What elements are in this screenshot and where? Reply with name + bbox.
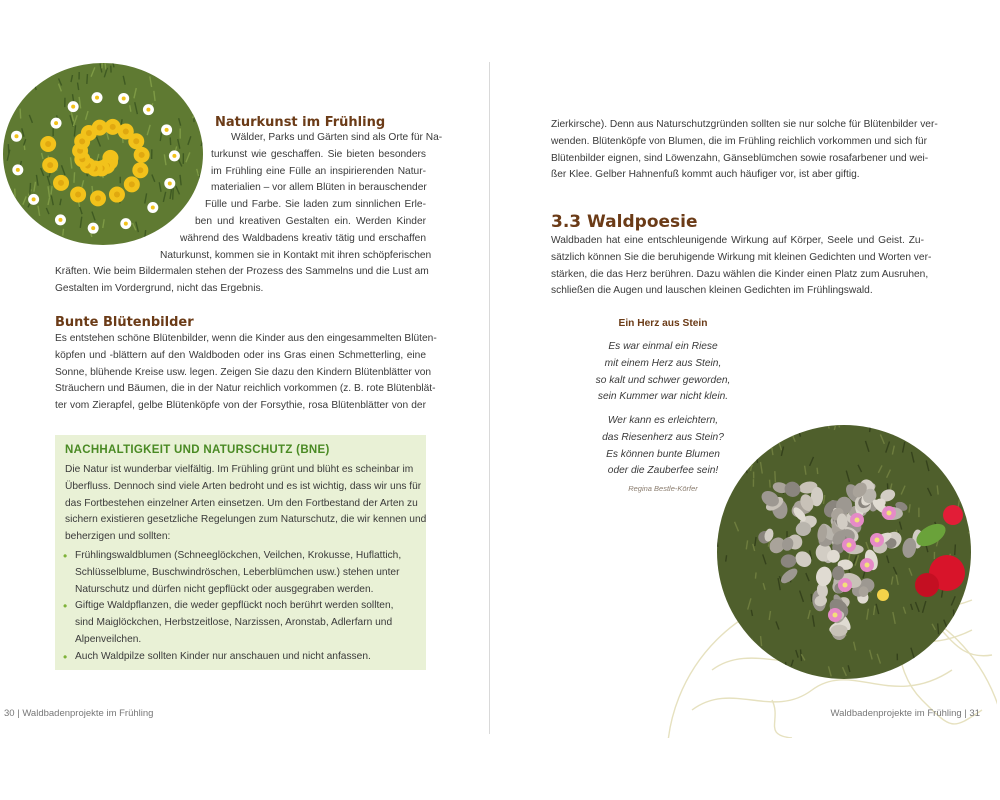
bne-list xyxy=(63,548,415,666)
bullet-icon: • xyxy=(63,599,68,614)
continued-text: Zierkirsche). Denn aus Naturschutzgründen sollten sie nur solche für Blütenbilder ver- wenden. Blütenköpfe von Blumen, die im Frühling reichlich vorkommen und sich für Blütenbilder eignen, sind Löwenzahn, Gänseblümchen sowie rosafarbener und wei- ßer Klee. Gelber Hahnenfuß kommt auch häufiger vor, ist aber giftig. xyxy=(551,119,938,181)
list-item: • Auch Waldpilze sollten Kinder nur anschauen und nicht anfassen. xyxy=(63,649,371,664)
poem-stanza-1: Es war einmal ein Riese mit einem Herz aus Stein, so kalt und schwer geworden, sein Kummer war nicht klein. xyxy=(595,341,731,403)
left-page xyxy=(0,0,490,800)
section-heading-naturkunst: Naturkunst im Frühling xyxy=(215,115,386,130)
section-heading-bluetenbilder: Bunte Blütenbilder xyxy=(55,315,194,330)
list-item: • Frühlingswaldblumen (Schneeglöckchen, Veilchen, Krokusse, Huflattich, Schlüsselblume, Buschwindröschen, Leberblümchen usw.) stehen unter Naturschutz und dürfen nicht gepflückt oder ausgegraben werden. xyxy=(63,549,402,595)
bne-intro: Die Natur ist wunderbar vielfältig. Im Frühling grünt und blüht es scheinbar im Überfluss. Dennoch sind viele Arten bedroht und es ist wichtig, dass wir uns für das Fortbestehen einzelner Arten einsetzen. Um den Fortbestand der Arten zu sichern existieren gesetzliche Regelungen zum Naturschutz, die wir kennen und beherzigen und sollten: xyxy=(65,464,427,543)
poem-title: Ein Herz aus Stein xyxy=(618,318,708,329)
bne-title: NACHHALTIGKEIT UND NATURSCHUTZ (BNE) xyxy=(65,444,330,456)
poem-author: Regina Bestle-Körfer xyxy=(628,484,698,493)
naturkunst-text: Wälder, Parks und Gärten sind als Orte für Na- turkunst wie geschaffen. Sie bieten besonders im Frühling eine Fülle an inspirierenden Natur- materialien – vor allem Blüten in berauschender Fülle und Farbe. Sie laden zum sinnlichen Erle- ben und kreativen Gestalten ein. Werden Kinder während des Waldbadens kreativ tätig und erschaffen Naturkunst, kommen sie in Kontakt mit ihren schöpferischen Kräften. Wie beim Bildermalen stehen der Prozess des Sammelns und die Lust am Gestalten im Vordergrund, nicht das Ergebnis. xyxy=(55,132,443,295)
chapter-heading-waldpoesie: 3.3 Waldpoesie xyxy=(551,212,698,232)
bullet-icon: • xyxy=(63,549,68,563)
waldpoesie-text: Waldbaden hat eine entschleunigende Wirkung auf Körper, Seele und Geist. Zu- sätzlich können Sie die beruhigende Wirkung mit kleinen Gedichten und Worten ver- stärken, die das Herz berühren. Dazu wählen die Kinder einen Platz zum Ausruhen, schließen die Augen und lauschen kleinen Gedichten im Frühlingswald. xyxy=(551,235,932,297)
page-footer-left: 30 | Waldbadenprojekte im Frühling xyxy=(4,708,154,719)
page-footer-right: Waldbadenprojekte im Frühling | 31 xyxy=(830,708,980,719)
stone-heart-photo xyxy=(717,425,971,679)
poem-stanza-2: Wer kann es erleichtern, das Riesenherz aus Stein? Es können bunte Blumen oder die Zauberfee sein! xyxy=(602,415,724,477)
bullet-icon: • xyxy=(63,649,68,664)
bluetenbilder-text: Es entstehen schöne Blütenbilder, wenn die Kinder aus den eingesammelten Blüten- köpfen und -blättern auf den Waldboden oder ins Gras einen Schmetterling, eine Sonne, blühende Kreise usw. legen. Zeigen Sie dazu den Kindern Blütenblätter von Sträuchern und Bäumen, die in der Natur reichlich vorkommen (z. B. rote Blütenblät- ter vom Zierapfel, gelbe Blütenköpfe von der Forsythie, rosa Blütenblätter von der xyxy=(55,333,437,412)
list-item: • Giftige Waldpflanzen, die weder gepflückt noch berührt werden sollten, sind Maiglöckchen, Herbstzeitlose, Narzissen, Aronstab, Adlerfarn und Alpenveilchen. xyxy=(63,599,394,645)
bne-info-box xyxy=(55,435,426,670)
